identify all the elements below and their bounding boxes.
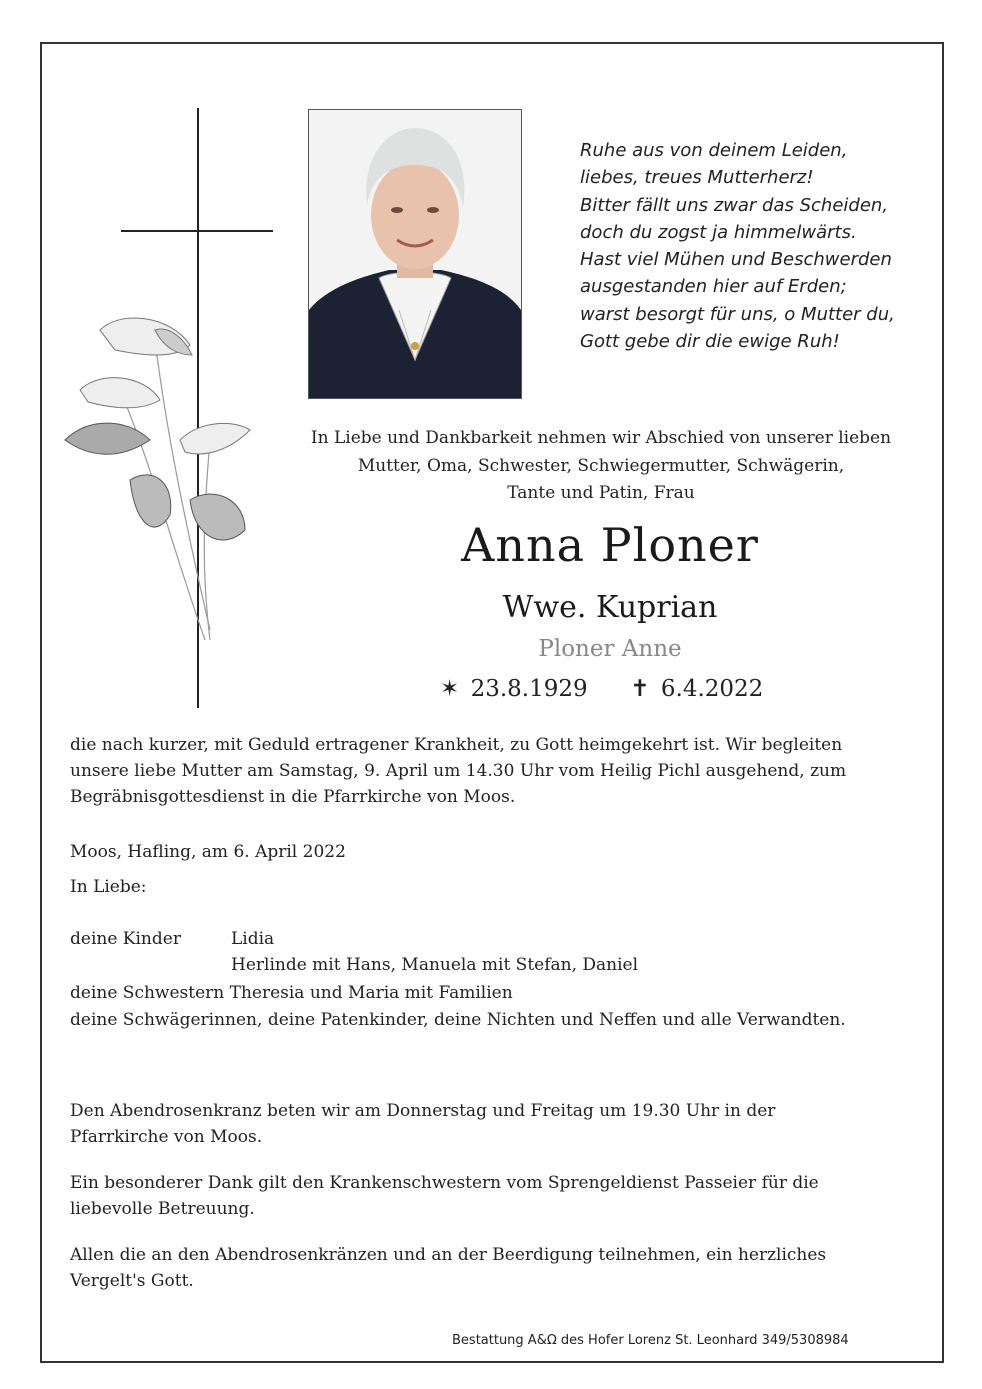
verwandte-line: deine Schwägerinnen, deine Patenkinder, deine Nichten und Neffen und alle Verwandten. [70,1010,846,1030]
paragraph-line: Begräbnisgottesdienst in die Pfarrkirche von Moos. [70,787,516,807]
cross-horizontal-bar [121,230,273,232]
place-date: Moos, Hafling, am 6. April 2022 [70,842,346,862]
paragraph-line: liebevolle Betreuung. [70,1199,255,1219]
deceased-name: Anna Ploner [461,518,759,572]
death-date: 6.4.2022 [660,676,764,702]
paragraph-line: Ein besonderer Dank gilt den Krankenschwestern vom Sprengeldienst Passeier für die [70,1173,819,1193]
birth-star-icon: ✶ [440,676,460,702]
widow-name: Wwe. Kuprian [502,590,718,625]
paragraph-line: Vergelt's Gott. [70,1271,194,1291]
dank-paragraph [70,1170,930,1222]
intro-line: In Liebe und Dankbarkeit nehmen wir Abschied von unserer lieben [310,428,892,448]
in-liebe-label: In Liebe: [70,877,147,897]
poem-line: doch du zogst ja himmelwärts. [580,221,857,243]
funeral-paragraph [70,732,930,810]
poem-line: Gott gebe dir die ewige Ruh! [580,331,840,353]
intro-line: Tante und Patin, Frau [507,483,695,503]
funeral-home-footer: Bestattung A&Ω des Hofer Lorenz St. Leonhard 349/5308984 [452,1333,849,1348]
portrait-photo [308,109,522,399]
nickname: Ploner Anne [538,636,682,662]
kinder-name-2: Herlinde mit Hans, Manuela mit Stefan, Daniel [231,955,639,975]
birth-date: 23.8.1929 [470,676,588,702]
poem-line: ausgestanden hier auf Erden; [580,276,847,298]
rosenkranz-paragraph [70,1098,930,1150]
vergelts-paragraph [70,1242,930,1294]
life-dates [440,676,800,702]
kinder-label: deine Kinder [70,929,181,949]
paragraph-line: Pfarrkirche von Moos. [70,1127,263,1147]
poem-line: Ruhe aus von deinem Leiden, [580,140,848,161]
intro-text [296,425,906,508]
paragraph-line: Allen die an den Abendrosenkränzen und an der Beerdigung teilnehmen, ein herzliches [70,1245,827,1265]
memorial-poem [580,137,920,355]
kinder-row [70,929,181,949]
paragraph-line: unsere liebe Mutter am Samstag, 9. April um 14.30 Uhr vom Heilig Pichl ausgehend, zum [70,761,847,781]
death-cross-icon: ✝ [630,676,650,702]
kinder-name-1: Lidia [231,929,275,949]
schwestern-line: deine Schwestern Theresia und Maria mit Familien [70,983,513,1003]
poem-line: warst besorgt für uns, o Mutter du, [580,303,895,325]
calla-lily-illustration [60,300,270,660]
paragraph-line: Den Abendrosenkranz beten wir am Donnerstag und Freitag um 19.30 Uhr in der [70,1101,776,1121]
intro-line: Mutter, Oma, Schwester, Schwiegermutter, Schwägerin, [357,455,845,476]
poem-line: Bitter fällt uns zwar das Scheiden, [580,194,889,216]
poem-line: Hast viel Mühen und Beschwerden [580,249,892,271]
paragraph-line: die nach kurzer, mit Geduld ertragener Krankheit, zu Gott heimgekehrt ist. Wir begleiten [70,735,843,755]
poem-line: liebes, treues Mutterherz! [580,167,814,189]
